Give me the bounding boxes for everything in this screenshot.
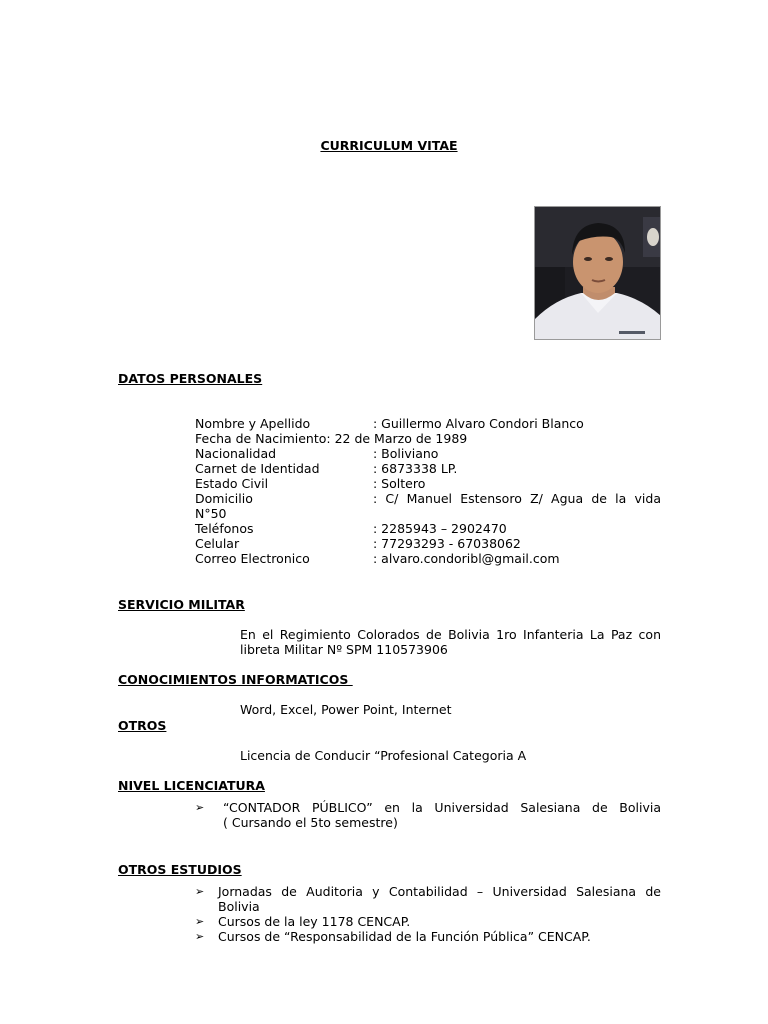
section-licenciatura: NIVEL LICENCIATURA — [118, 778, 265, 793]
militar-line-2: libreta Militar Nº SPM 110573906 — [240, 642, 448, 657]
informaticos-text: Word, Excel, Power Point, Internet — [240, 702, 452, 717]
field-label: Carnet de Identidad — [195, 461, 320, 476]
section-otros: OTROS — [118, 718, 167, 733]
field-value: : 6873338 LP. — [373, 461, 458, 476]
field-label: Domicilio — [195, 491, 253, 506]
estudio-1-line-2: Bolivia — [218, 899, 260, 914]
licenciatura-line-2: ( Cursando el 5to semestre) — [223, 815, 398, 830]
field-value: : alvaro.condoribl@gmail.com — [373, 551, 560, 566]
field-label: Teléfonos — [195, 521, 254, 536]
field-label: Correo Electronico — [195, 551, 310, 566]
field-value: : 77293293 - 67038062 — [373, 536, 521, 551]
estudio-2-text: Cursos de la ley 1178 CENCAP. — [218, 914, 411, 929]
arrow-bullet-icon: ➢ — [195, 930, 205, 943]
field-value: : 2285943 – 2902470 — [373, 521, 507, 536]
estudio-3-text: Cursos de “Responsabilidad de la Función Pública” CENCAP. — [218, 929, 591, 944]
section-datos-personales: DATOS PERSONALES — [118, 371, 263, 386]
field-label: Estado Civil — [195, 476, 269, 491]
otros-text: Licencia de Conducir “Profesional Categoria A — [240, 748, 527, 763]
arrow-bullet-icon: ➢ — [195, 801, 205, 814]
field-label-with-value — [195, 431, 467, 446]
field-value: 22 de Marzo de 1989 — [330, 431, 468, 446]
field-value: : C/ Manuel Estensoro Z/ Agua de la vida — [373, 491, 661, 506]
section-servicio-militar: SERVICIO MILITAR — [118, 597, 245, 612]
section-otros-estudios: OTROS ESTUDIOS — [118, 862, 242, 877]
arrow-bullet-icon: ➢ — [195, 885, 205, 898]
field-label: Celular — [195, 536, 240, 551]
document-title: CURRICULUM VITAE — [320, 138, 458, 153]
portrait-image — [535, 207, 661, 340]
field-value: : Guillermo Alvaro Condori Blanco — [373, 416, 584, 431]
militar-line-1: En el Regimiento Colorados de Bolivia 1ro Infanteria La Paz con — [240, 627, 661, 642]
licenciatura-line-1: “CONTADOR PÚBLICO” en la Universidad Salesiana de Bolivia — [223, 800, 661, 815]
section-conocimientos: CONOCIMIENTOS INFORMATICOS — [118, 672, 353, 687]
estudio-1-line-1: Jornadas de Auditoria y Contabilidad – Universidad Salesiana de — [218, 884, 661, 899]
field-label: Nombre y Apellido — [195, 416, 311, 431]
field-label: Nacionalidad — [195, 446, 277, 461]
field-value-continuation: N°50 — [195, 506, 227, 521]
profile-photo — [534, 206, 661, 340]
arrow-bullet-icon: ➢ — [195, 915, 205, 928]
field-label: Fecha de Nacimiento: — [195, 431, 331, 446]
field-value: : Soltero — [373, 476, 426, 491]
field-value: : Boliviano — [373, 446, 439, 461]
